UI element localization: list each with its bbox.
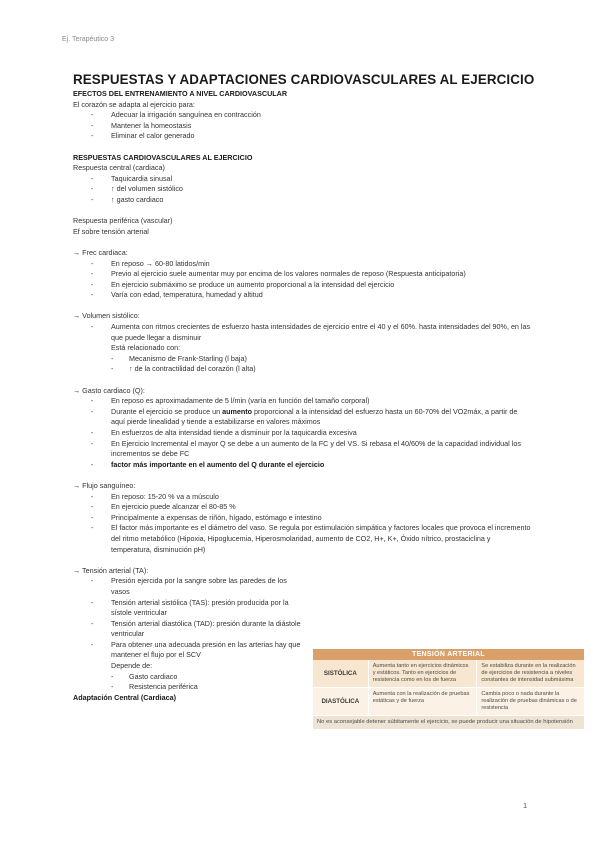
row-label: DIASTÓLICA xyxy=(321,698,360,705)
list-item xyxy=(73,322,533,354)
table-cell: Cambia poco o nada durante la realización de pruebas dinámicas o de resistencia xyxy=(476,688,584,715)
list-item: - ↑ de la contractilidad del corazón (l alta) xyxy=(73,364,533,375)
frec-heading: → Frec cardiaca: xyxy=(73,247,128,257)
list-item: - Eliminar el calor generado xyxy=(73,131,533,142)
tension-depende: Depende de: xyxy=(111,661,153,671)
list-item: - En reposo es aproximadamente de 5 l/min (varía en función del tamaño corporal) xyxy=(73,396,533,407)
list-item: - ↑ del volumen sistólico xyxy=(73,184,533,195)
list-item: - Resistencia periférica xyxy=(73,682,533,693)
central-label: Respuesta central (cardiaca) xyxy=(73,163,165,173)
list-item: - Principalmente a expensas de riñón, hígado, estómago e intestino xyxy=(73,513,533,524)
page-title: RESPUESTAS Y ADAPTACIONES CARDIOVASCULARES AL EJERCICIO xyxy=(73,72,535,87)
gasto-item2-pre: Durante el ejercicio se produce un xyxy=(111,406,223,416)
list-item: - Presión ejercida por la sangre sobre las paredes de los vasos xyxy=(73,576,303,597)
table-row xyxy=(313,688,584,716)
gasto-heading: → Gasto cardiaco (Q): xyxy=(73,385,145,395)
periferica-sub: Ef sobre tensión arterial xyxy=(73,226,149,236)
table-row xyxy=(313,660,584,688)
tension-item-4: Para obtener una adecuada presión en las arterias hay que mantener el flujo por el SCV xyxy=(111,639,301,660)
tension-arterial-table xyxy=(313,649,584,729)
periferica-label: Respuesta periférica (vascular) xyxy=(73,216,173,226)
page-number: 1 xyxy=(523,801,528,810)
list-item: - Tensión arterial sistólica (TAS): presión producida por la sístole ventricular xyxy=(73,598,303,619)
list-item: - Gasto cardiaco xyxy=(73,672,533,683)
list-item: - Taquicardia sinusal xyxy=(73,174,533,185)
list-item: - En reposo: 15-20 % va a músculo xyxy=(73,492,533,503)
list-item: - Mantener la homeostasis xyxy=(73,121,533,132)
efectos-intro: El corazón se adapta al ejercicio para: xyxy=(73,99,195,109)
section-heading-efectos: EFECTOS DEL ENTRENAMIENTO A NIVEL CARDIOVASCULAR xyxy=(73,89,288,98)
list-item xyxy=(73,460,533,471)
document-body xyxy=(73,89,533,703)
flujo-list xyxy=(73,492,533,556)
frec-list xyxy=(73,259,533,301)
gasto-item5-bold: factor más importante en el aumento del Q durante el ejercicio xyxy=(111,459,325,469)
list-item: - ↑ gasto cardiaco xyxy=(73,195,533,206)
list-item: - Tensión arterial diastólica (TAD): presión durante la diástole ventricular xyxy=(73,619,303,640)
tension-heading: → Tensión arterial (TA): xyxy=(73,565,149,575)
table-cell: Se estabiliza durante en la realización de ejercicios de resistencia a niveles constantes de intensidad submáxima xyxy=(476,660,584,687)
list-item: - Previo al ejercicio suele aumentar muy por encima de los valores normales de reposo (Respuesta anticipatoria) xyxy=(73,269,533,280)
list-item: - En ejercicio puede alcanzar el 80-85 % xyxy=(73,502,533,513)
adaptacion-heading: Adaptación Central (Cardiaca) xyxy=(73,692,177,702)
volumen-item: Aumenta con ritmos crecientes de esfuerzo hasta intensidades de ejercicio entre el 40 y el 60%. hasta intensidades del 90%, en las que puede llegar a disminuir xyxy=(111,322,531,342)
list-item: - Mecanismo de Frank-Starling (l baja) xyxy=(73,354,533,365)
list-item: - Adecuar la irrigación sanguínea en contracción xyxy=(73,110,533,121)
list-item: - En Ejercicio Incremental el mayor Q se debe a un aumento de la FC y del VS. Si rebasa el 40/60% de la capacidad individual los incrementos se debe FC xyxy=(73,439,533,460)
gasto-item2-bold: aumento xyxy=(222,406,253,416)
table-cell: Aumenta tanto en ejercicios dinámicos y estáticos. Tanto en ejercicios de resistencia como en los de fuerza xyxy=(368,660,477,687)
volumen-sublist xyxy=(73,354,533,375)
gasto-item2-post: proporcional a la intensidad del esfuerzo hasta un 60-70% del VO2máx, a partir de aquí pierde linealidad y tiende a estabilizarse en valores máximos xyxy=(111,406,518,427)
efectos-list xyxy=(73,110,533,142)
list-item: - Varía con edad, temperatura, humedad y altitud xyxy=(73,290,533,301)
volumen-list xyxy=(73,322,533,354)
section-heading-respuestas: RESPUESTAS CARDIOVASCULARES AL EJERCICIO xyxy=(73,152,253,162)
table-cell: Aumenta con la realización de pruebas estáticas y de fuerza xyxy=(368,688,477,715)
list-item: - El factor más importante es el diámetro del vaso. Se regula por estimulación simpática y factores locales que provoca el incremento del ritmo metabólico (Hipoxia, Hipoglucemia, Hiperosmolaridad, aumento de CO2, H+, K+, Óxido nítrico, prostaciclina y temperatura, disminución pH) xyxy=(73,523,533,555)
document-header: Ej. Terapéutico 3 xyxy=(62,36,115,43)
row-label: SISTÓLICA xyxy=(323,670,357,677)
volumen-heading: → Volumen sistólico: xyxy=(73,311,140,321)
list-item: - En reposo → 60-80 latidos/min xyxy=(73,259,533,270)
flujo-heading: → Flujo sanguíneo: xyxy=(73,480,136,490)
list-item: - En esfuerzos de alta intensidad tiende a disminuir por la taquicardia excesiva xyxy=(73,428,533,439)
list-item xyxy=(73,407,533,428)
volumen-related: Está relacionado con: xyxy=(111,343,181,353)
gasto-list xyxy=(73,396,533,470)
central-list xyxy=(73,174,533,206)
list-item xyxy=(73,640,303,672)
table-title: TENSIÓN ARTERIAL xyxy=(313,649,584,660)
table-footer: No es aconsejable detener súbitamente el ejercicio, se puede producir una situación de hipotensión xyxy=(313,716,584,729)
list-item: - En ejercicio submáximo se produce un aumento proporcional a la intensidad del ejercicio xyxy=(73,280,533,291)
